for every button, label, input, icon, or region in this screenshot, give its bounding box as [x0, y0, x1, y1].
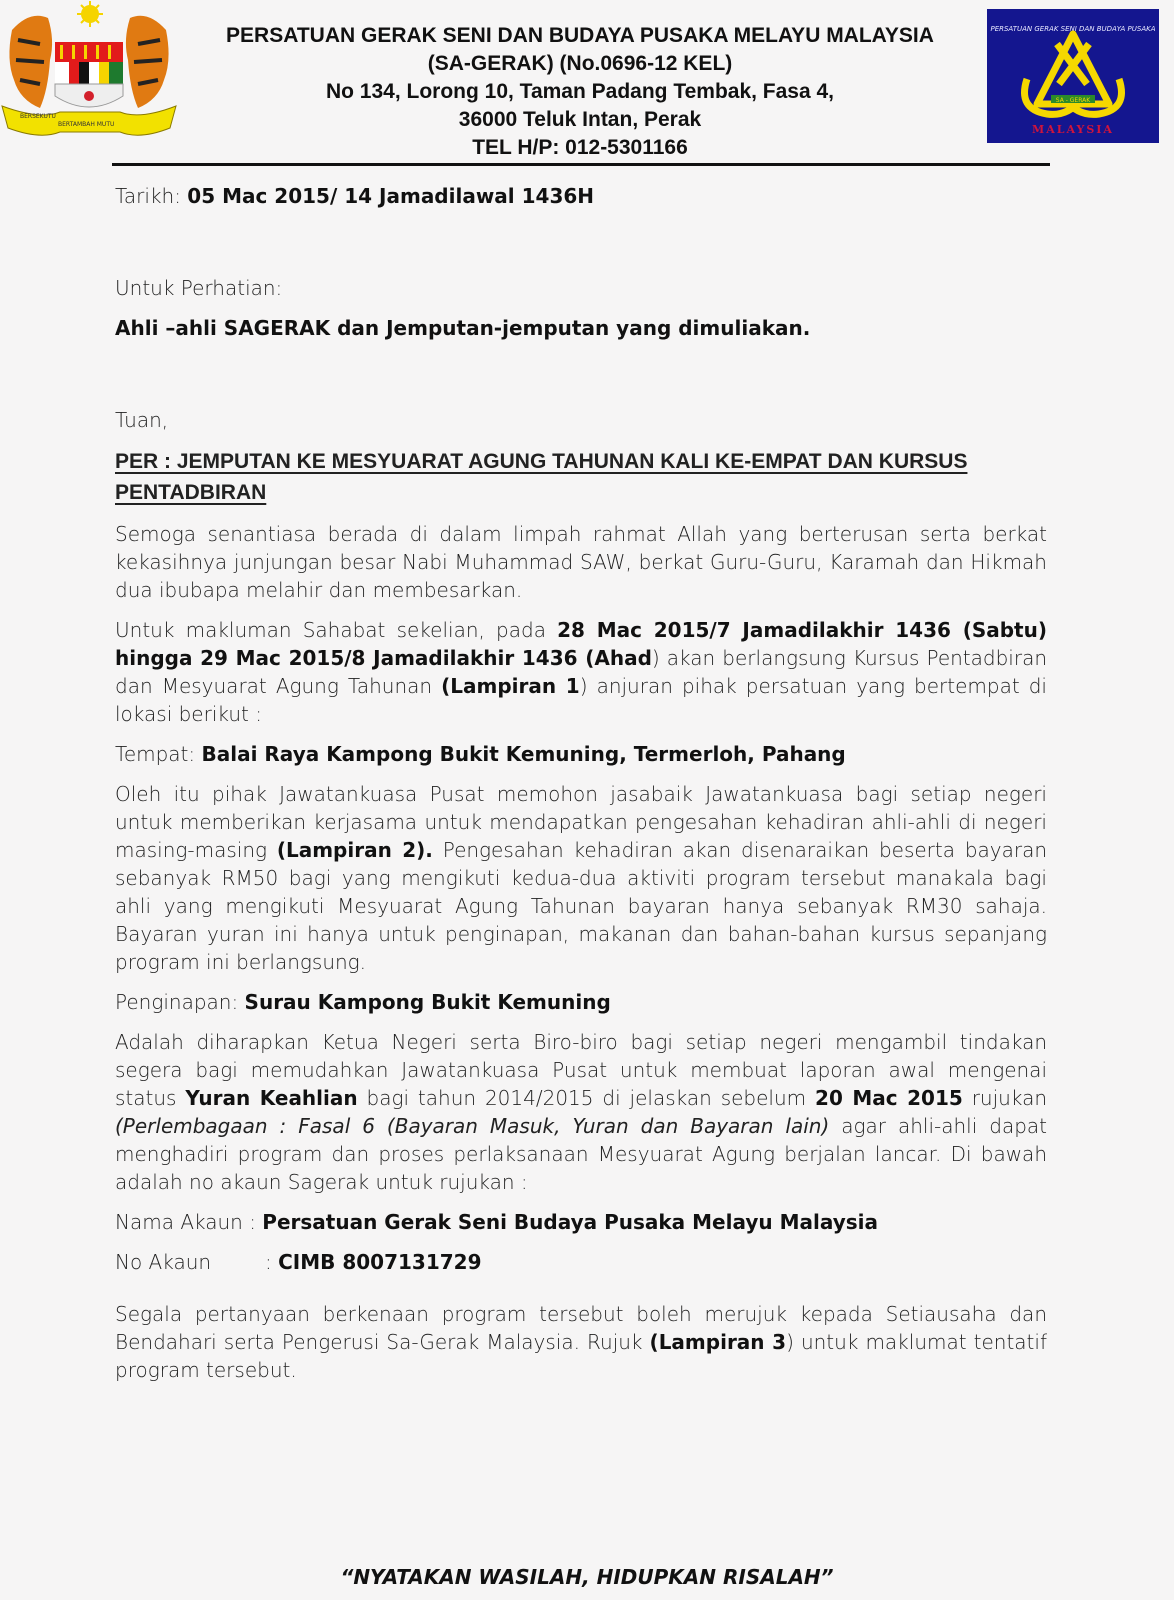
date-line: Tarikh: 05 Mac 2015/ 14 Jamadilawal 1436H	[115, 184, 595, 208]
attention-recipients: Ahli –ahli SAGERAK dan Jemputan-jemputan yang dimuliakan.	[115, 316, 811, 340]
lodging-line: Penginapan: Surau Kampong Bukit Kemuning	[115, 990, 611, 1014]
sagerak-emblem-logo	[987, 9, 1159, 143]
subject: PER : JEMPUTAN KE MESYUARAT AGUNG TAHUNAN KALI KE-EMPAT DAN KURSUS PENTADBIRAN	[115, 450, 968, 504]
svg-text:MALAYSIA: MALAYSIA	[1032, 123, 1114, 136]
svg-text:BERSEKUTU: BERSEKUTU	[20, 113, 56, 120]
org-address-line2: 36000 Teluk Intan, Perak	[458, 108, 702, 131]
paragraph-event-info: Untuk makluman Sahabat sekelian, pada 28 Mac 2015/7 Jamadilakhir 1436 (Sabtu) hingga 29 Mac 2015/8 Jamadilakhir 1436 (Ahad) akan berlangsung Kursus Pentadbiran dan Mesyuarat Agung Tahunan (Lampiran 1) anjuran pihak persatuan yang bertempat di lokasi berikut :	[115, 618, 1047, 726]
lodging-value: Surau Kampong Bukit Kemuning	[244, 990, 611, 1014]
letter-body	[115, 182, 1047, 1384]
org-phone: TEL H/P: 012-5301166	[472, 136, 688, 159]
paragraph-greeting: Semoga senantiasa berada di dalam limpah rahmat Allah yang berterusan serta berkat kekasihnya junjungan besar Nabi Muhammad SAW, berkat Guru-Guru, Karamah dan Hikmah dua ibubapa melahir dan membesarkan.	[115, 522, 1047, 602]
paragraph-registration: Oleh itu pihak Jawatankuasa Pusat memohon jasabaik Jawatankuasa bagi setiap negeri untuk memberikan kerjasama untuk mendapatkan pengesahan kehadiran ahli-ahli di negeri masing-masing (Lampiran 2). Pengesahan kehadiran akan disenaraikan beserta bayaran sebanyak RM50 bagi yang mengikuti kedua-dua aktiviti program tersebut manakala bagi ahli yang mengikuti Mesyuarat Agung Tahunan bayaran hanya sebanyak RM30 sahaja. Bayaran yuran ini hanya untuk penginapan, makanan dan bahan-bahan kursus sepanjang program ini berlangsung.	[115, 782, 1048, 974]
paragraph-enquiries: Segala pertanyaan berkenaan program tersebut boleh merujuk kepada Setiausaha dan Bendahari serta Pengerusi Sa-Gerak Malaysia. Rujuk (Lampiran 3) untuk maklumat tentatif program tersebut.	[115, 1302, 1047, 1382]
salutation: Tuan,	[115, 408, 169, 432]
org-name: PERSATUAN GERAK SENI DAN BUDAYA PUSAKA MELAYU MALAYSIA	[226, 24, 934, 47]
header-divider	[112, 163, 1050, 166]
svg-text:SA - GERAK: SA - GERAK	[1055, 97, 1091, 104]
svg-text:PERSATUAN GERAK SENI DAN BUDAY: PERSATUAN GERAK SENI DAN BUDAYA PUSAKA	[990, 25, 1156, 33]
venue-value: Balai Raya Kampong Bukit Kemuning, Termerloh, Pahang	[201, 742, 846, 766]
org-registration: (SA-GERAK) (No.0696-12 KEL)	[427, 52, 733, 75]
date-value: 05 Mac 2015/ 14 Jamadilawal 1436H	[187, 184, 595, 208]
account-name-value: Persatuan Gerak Seni Budaya Pusaka Melayu Malaysia	[262, 1210, 879, 1234]
attention-label: Untuk Perhatian:	[115, 276, 283, 300]
footer-motto: “NYATAKAN WASILAH, HIDUPKAN RISALAH”	[340, 1565, 834, 1589]
venue-line: Tempat: Balai Raya Kampong Bukit Kemuning, Termerloh, Pahang	[115, 742, 846, 766]
paragraph-membership-fee: Adalah diharapkan Ketua Negeri serta Biro-biro bagi setiap negeri mengambil tindakan segera bagi memudahkan Jawatankuasa Pusat untuk membuat laporan awal mengenai status Yuran Keahlian bagi tahun 2014/2015 di jelaskan sebelum 20 Mac 2015 rujukan (Perlembagaan : Fasal 6 (Bayaran Masuk, Yuran dan Bayaran lain) agar ahli-ahli dapat menghadiri program dan proses perlaksanaan Mesyuarat Agung berjalan lancar. Di bawah adalah no akaun Sagerak untuk rujukan :	[115, 1030, 1048, 1194]
account-number-line: No Akaun : CIMB 8007131729	[115, 1250, 482, 1274]
account-number-value: CIMB 8007131729	[278, 1250, 482, 1274]
letterhead	[190, 22, 970, 162]
account-name-line: Nama Akaun : Persatuan Gerak Seni Budaya Pusaka Melayu Malaysia	[115, 1210, 879, 1234]
svg-text:BERTAMBAH MUTU: BERTAMBAH MUTU	[58, 121, 115, 128]
org-address-line1: No 134, Lorong 10, Taman Padang Tembak, Fasa 4,	[325, 80, 835, 103]
malaysia-coat-of-arms-logo	[0, 0, 178, 142]
